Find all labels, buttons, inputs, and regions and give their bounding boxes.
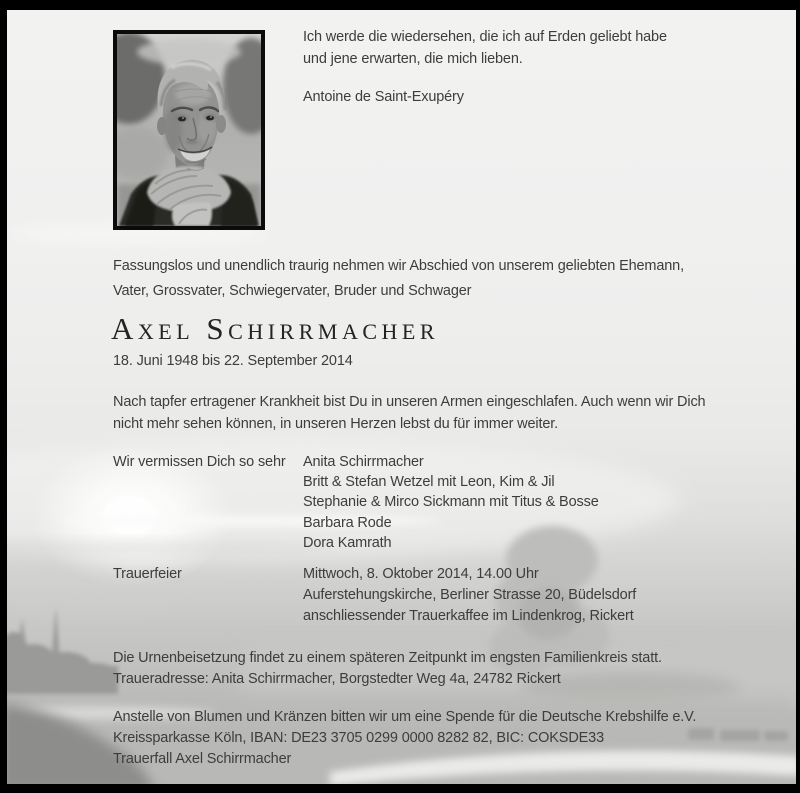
life-dates: 18. Juni 1948 bis 22. September 2014 [113, 353, 353, 369]
donation-line-3: Trauerfall Axel Schirrmacher [113, 751, 292, 767]
service-detail-line: anschliessender Trauerkaffee im Lindenkrog, Rickert [303, 608, 634, 624]
intro-paragraph [113, 254, 684, 304]
intro-line-1: Fassungslos und unendlich traurig nehmen wir Abschied von unserem geliebten Ehemann, [113, 258, 684, 274]
mourner-name: Stephanie & Mirco Sickmann mit Titus & Bosse [303, 494, 599, 511]
mourner-name: Dora Kamrath [303, 534, 392, 551]
mourner-name: Anita Schirrmacher [303, 454, 424, 470]
frame-border-left [0, 0, 7, 793]
burial-note [113, 648, 662, 690]
donation-line-2: Kreissparkasse Köln, IBAN: DE23 3705 0299 0000 8282 82, BIC: COKSDE33 [113, 730, 604, 746]
donation-line-1: Anstelle von Blumen und Kränzen bitten wir um eine Spende für die Deutsche Krebshilfe e.V. [113, 709, 697, 725]
intro-line-2: Vater, Grossvater, Schwiegervater, Bruder und Schwager [113, 283, 472, 299]
message-line-2: nicht mehr sehen können, in unseren Herzen lebst du für immer weiter. [113, 416, 559, 432]
burial-line-1: Die Urnenbeisetzung findet zu einem späteren Zeitpunkt im engsten Familienkreis statt. [113, 650, 662, 666]
service-detail-line: Mittwoch, 8. Oktober 2014, 14.00 Uhr [303, 566, 539, 582]
burial-line-2: Traueradresse: Anita Schirrmacher, Borgstedter Weg 4a, 24782 Rickert [113, 671, 561, 687]
service-details [303, 564, 636, 627]
deceased-name: Axel Schirrmacher [111, 311, 440, 346]
farewell-message [113, 391, 705, 435]
quote-line-1: Ich werde die wiedersehen, die ich auf Erden geliebt habe [303, 29, 667, 45]
mourner-name: Britt & Stefan Wetzel mit Leon, Kim & Jil [303, 474, 555, 491]
frame-border-top [0, 0, 800, 10]
service-label: Trauerfeier [113, 566, 182, 582]
donation-note [113, 707, 696, 770]
frame-border-right [796, 0, 800, 793]
quote-attribution: Antoine de Saint-Exupéry [303, 89, 464, 105]
portrait-photo [113, 30, 265, 230]
frame-border-bottom [0, 784, 800, 793]
quote-line-2: und jene erwarten, die mich lieben. [303, 51, 523, 67]
memorial-quote [303, 26, 667, 70]
mourning-label: Wir vermissen Dich so sehr [113, 454, 286, 470]
portrait-illustration [117, 34, 261, 226]
message-line-1: Nach tapfer ertragener Krankheit bist Du in unseren Armen eingeschlafen. Auch wenn wir Dich [113, 394, 706, 410]
mourner-name: Barbara Rode [303, 514, 392, 531]
mourners-list [303, 452, 599, 553]
service-detail-line: Auferstehungskirche, Berliner Strasse 20, Büdelsdorf [303, 587, 637, 603]
